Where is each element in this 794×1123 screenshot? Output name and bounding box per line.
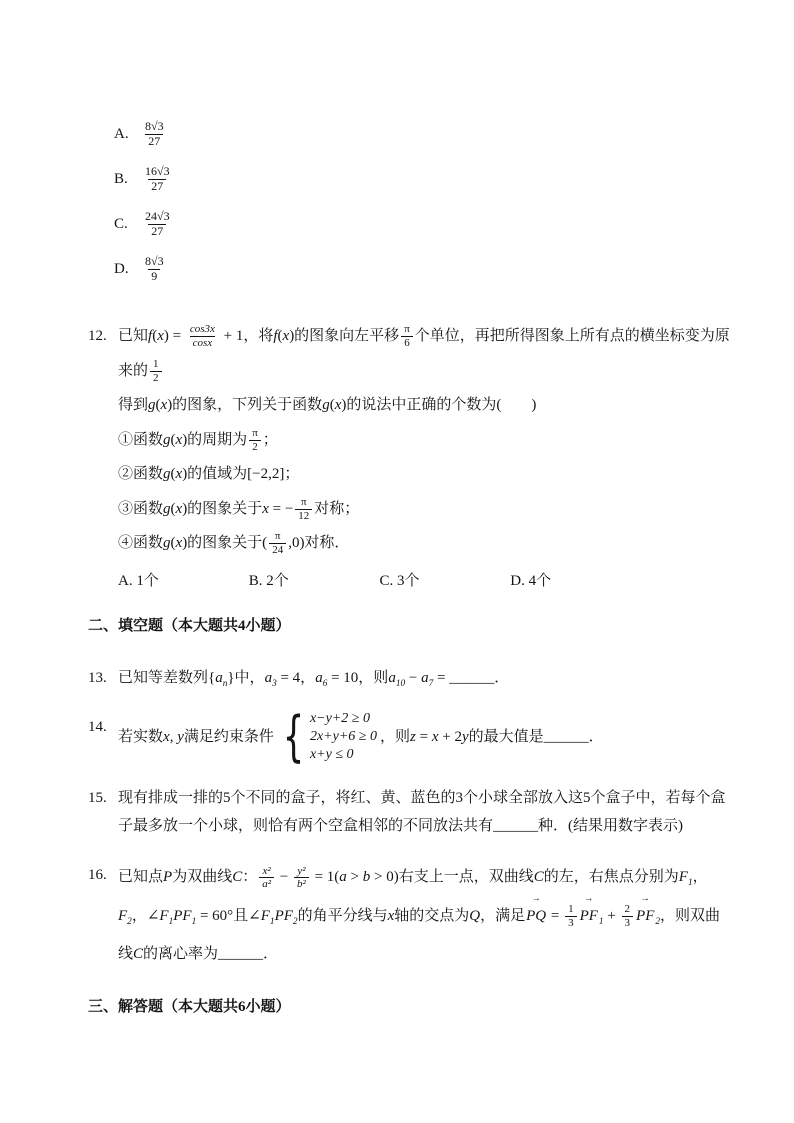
subscript: 1 xyxy=(598,916,604,927)
math-var: a xyxy=(339,869,347,886)
fraction xyxy=(150,358,162,384)
subscript: n xyxy=(222,679,228,689)
question-number: 12. xyxy=(88,328,107,344)
math-var: x xyxy=(262,500,269,517)
fraction xyxy=(269,530,286,556)
equation-row: x+y ≤ 0 xyxy=(309,747,354,763)
subscript: 2 xyxy=(655,916,661,927)
math-var: z xyxy=(410,728,416,745)
math-var: x xyxy=(160,397,168,413)
question-body: 已知等差数列$\{a_n\}$中，$a_3 = 4$，$a_6 = 10$，则$a_{10} - a_7$ = ______． xyxy=(118,670,510,689)
option-value xyxy=(140,255,169,284)
math-var: g xyxy=(163,500,171,517)
math-var: a xyxy=(421,670,429,686)
fraction-denominator: 3 xyxy=(622,916,634,930)
math-var: x xyxy=(175,431,183,448)
subscript: 2 xyxy=(292,916,298,927)
choice-c: C. 3个 xyxy=(379,572,420,589)
option-value xyxy=(140,120,169,149)
question-number: 15. xyxy=(88,789,107,806)
subscript: 1 xyxy=(687,878,693,889)
subscript: 1 xyxy=(269,916,275,927)
math-var: b xyxy=(362,869,371,886)
fraction-numerator: 16√3 xyxy=(145,163,170,178)
fraction-denominator: b² xyxy=(294,877,309,891)
question-body: 已知点P为双曲线C： $\frac{\text{x²}}{\text{a²}}$ − $\frac{\text{y²}}{\text{b²}}$ = 1(a > b > 0)右支上一点，双曲线C的左，右焦点分别为$F_1$，$F_2$，$\angle F_1PF_1 = 60^\circ$且$\angle F_1PF_2$的角平分线与x轴的交点为Q，满足→ PQ = $\frac{1}{3}$ → $PF_1$ + $\frac{2}{3}$ → $PF_2$，则双曲线C的离心率为______． xyxy=(118,858,734,973)
statement-4: ④函数g(x)的图象关于( $\frac{\pi}{24}$ ,0)对称． xyxy=(118,530,350,557)
question-body xyxy=(118,319,734,594)
fraction xyxy=(249,427,261,453)
math-var: F xyxy=(260,907,270,924)
choice-d: D. 4个 xyxy=(510,572,552,589)
fraction-denominator: 9 xyxy=(148,269,160,284)
math-var: g xyxy=(148,397,156,413)
fraction-denominator: a² xyxy=(259,877,274,891)
subscript: 2 xyxy=(127,916,132,927)
fraction xyxy=(294,865,309,891)
question-11-option-list xyxy=(88,118,734,285)
option-label: B. xyxy=(114,170,128,187)
fraction-numerator: 24√3 xyxy=(145,208,170,223)
vector: → PF xyxy=(580,897,598,935)
fraction-numerator: 2 xyxy=(624,903,631,916)
math-var: PF xyxy=(274,907,293,924)
fraction-denominator: 2 xyxy=(249,440,261,454)
math-var: a xyxy=(388,670,396,686)
fraction-denominator: 27 xyxy=(145,134,163,149)
math-var: f xyxy=(273,328,278,344)
math-var: F xyxy=(118,907,128,924)
math-var: g xyxy=(163,431,171,448)
fraction-numerator: π xyxy=(252,426,258,439)
math-var: F xyxy=(159,907,169,924)
option-value xyxy=(140,210,175,239)
fraction-numerator: 8√3 xyxy=(145,253,164,268)
math-var: f xyxy=(148,328,153,344)
option-label: A. xyxy=(114,125,129,142)
math-var: F xyxy=(678,869,688,886)
math-var: a xyxy=(315,670,323,686)
question-number: 14. xyxy=(88,718,107,735)
option-value xyxy=(140,165,175,194)
option-label: D. xyxy=(114,260,129,277)
fraction xyxy=(259,865,274,891)
math-var: x xyxy=(431,728,439,745)
option-label: C. xyxy=(114,215,128,232)
fraction-numerator: 1 xyxy=(568,903,574,916)
math-var: x xyxy=(175,535,183,551)
fraction-numerator: π xyxy=(274,530,281,543)
fraction-numerator: x² xyxy=(262,864,271,877)
math-var: P xyxy=(163,869,173,886)
fraction-numerator: y² xyxy=(297,864,306,877)
fraction xyxy=(142,165,173,194)
question-13 xyxy=(88,661,734,696)
fraction-numerator: cos3x xyxy=(189,323,215,336)
section-header-fill-in: 二、填空题（本大题共4小题） xyxy=(88,618,291,634)
subscript: 1 xyxy=(191,916,197,927)
math-var: g xyxy=(322,397,330,413)
fraction-denominator: 24 xyxy=(269,543,286,557)
fraction-denominator: 12 xyxy=(295,509,312,523)
equation-row: x−y+2 ≥ 0 xyxy=(309,710,370,726)
vector: → PF xyxy=(636,897,654,935)
fraction xyxy=(401,323,413,349)
math-var: x xyxy=(175,500,183,517)
fraction xyxy=(622,903,634,929)
fraction-denominator: 6 xyxy=(401,336,413,350)
subscript: 1 xyxy=(168,916,174,927)
math-var: x xyxy=(163,728,170,745)
option-row-b xyxy=(88,163,734,195)
fraction-denominator: 2 xyxy=(150,371,162,385)
fraction-denominator: 27 xyxy=(148,179,166,194)
fraction-denominator: 3 xyxy=(565,916,577,930)
question-line: 已知f(x) = $\frac{\cos 3x}{\cos x}$ + 1，将f(x)的图象向左平移 $\frac{\pi}{6}$ 个单位，再把所得图象上所有点的横坐标变为原来的 $\frac{1}{2}$ xyxy=(118,323,730,384)
fraction xyxy=(142,210,173,239)
question-number: 16. xyxy=(88,867,107,884)
math-var: x xyxy=(157,328,164,344)
math-var: y xyxy=(461,728,469,745)
question-14 xyxy=(88,704,734,768)
question-body: 现有排成一排的5个不同的盒子，将红、黄、蓝色的3个小球全部放入这5个盒子中，若每个盒子最多放一个小球，则恰有两个空盒相邻的不同放法共有______种．(结果用数字表示) xyxy=(118,789,726,834)
question-15 xyxy=(88,785,734,841)
question-16 xyxy=(88,858,734,973)
math-var: PF xyxy=(173,907,192,924)
fraction-numerator: π xyxy=(301,495,307,508)
subscript: 6 xyxy=(322,679,328,689)
math-var: a xyxy=(264,670,273,686)
option-row-c xyxy=(88,208,734,240)
math-var: y xyxy=(177,728,184,745)
fraction-numerator: 1 xyxy=(153,357,159,370)
math-var: g xyxy=(163,466,171,482)
fraction xyxy=(565,903,577,929)
math-var: C xyxy=(232,869,243,886)
question-12 xyxy=(88,319,734,594)
statement-3: ③函数g(x)的图象关于x = − $\frac{\pi}{12}$ 对称； xyxy=(118,495,360,522)
math-var: g xyxy=(163,535,171,551)
fraction xyxy=(187,323,218,349)
question-body: 若实数x, y满足约束条件 { x−y+2 ≥ 0 2x+y+6 ≥ 0 x+y ≤ 0 ，则z = x + 2y的最大值是______． xyxy=(118,704,604,768)
choice-a: A. 1个 xyxy=(118,572,159,589)
question-line: 得到g(x)的图象，下列关于函数g(x)的说法中正确的个数为( ) xyxy=(118,397,537,413)
math-var: x xyxy=(334,397,342,413)
vector: → PQ xyxy=(526,897,546,935)
equation-row: 2x+y+6 ≥ 0 xyxy=(309,728,377,744)
statement-1: ①函数g(x)的周期为 $\frac{\pi}{2}$ ； xyxy=(118,426,278,453)
choice-b: B. 2个 xyxy=(248,572,289,589)
option-row-a xyxy=(88,118,734,150)
math-var: x xyxy=(387,907,395,924)
fraction-numerator: π xyxy=(404,323,410,336)
fraction-denominator: 27 xyxy=(148,224,166,239)
math-var: C xyxy=(133,945,144,962)
answer-choices xyxy=(118,569,734,595)
option-row-d xyxy=(88,253,734,285)
equation-rows xyxy=(310,710,377,765)
statement-2: ②函数g(x)的值域为[−2,2]； xyxy=(118,466,300,482)
equation-system xyxy=(277,704,377,768)
subscript: 10 xyxy=(395,679,406,689)
subscript: 7 xyxy=(428,679,434,689)
math-var: x xyxy=(282,328,290,344)
fraction xyxy=(142,120,167,149)
math-var: x xyxy=(175,466,183,482)
math-var: a xyxy=(215,670,223,686)
subscript: 3 xyxy=(272,679,277,689)
section-header-solutions: 三、解答题（本大题共6小题） xyxy=(88,999,291,1016)
fraction xyxy=(142,255,167,284)
math-var: C xyxy=(533,869,544,886)
fraction xyxy=(295,496,312,522)
fraction-numerator: 8√3 xyxy=(145,118,164,133)
question-number: 13. xyxy=(88,670,107,686)
math-var: Q xyxy=(469,907,481,924)
fraction-denominator: cosx xyxy=(190,336,216,350)
left-brace: { xyxy=(282,704,305,768)
